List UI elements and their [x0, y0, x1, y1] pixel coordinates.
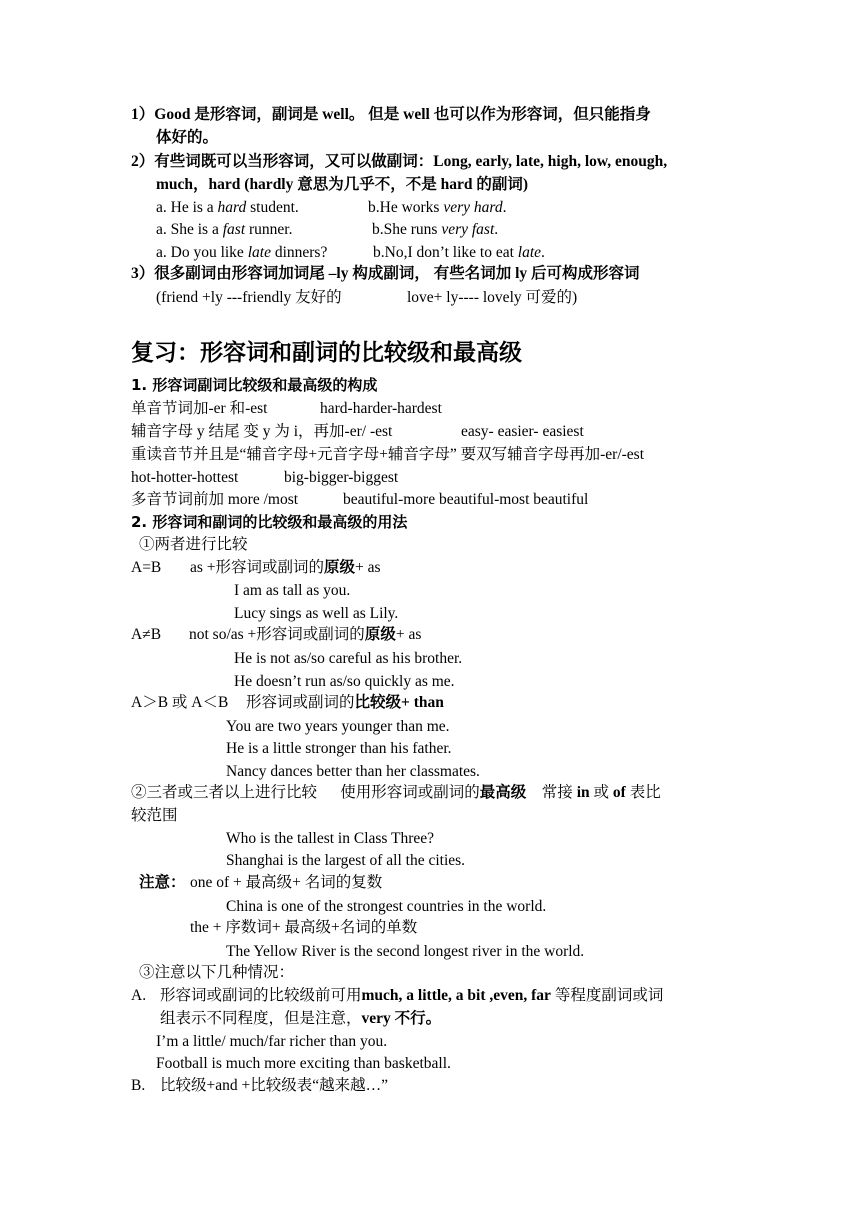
example-text: .	[502, 199, 507, 216]
point-b-label: B.	[131, 1077, 146, 1094]
example-text: a. Do you like	[156, 244, 248, 261]
example-text: student.	[246, 199, 299, 216]
example-word: very hard	[443, 199, 503, 216]
section-heading: 复习：形容词和副词的比较级和最高级	[131, 340, 522, 366]
item-3-example-1: (friend +ly ---friendly 友好的	[156, 289, 342, 306]
example-text: dinners?	[270, 244, 328, 261]
case-1-heading: ①两者进行比较	[139, 536, 248, 553]
comparative-example-3: Nancy dances better than her classmates.	[226, 763, 480, 780]
example-word: late	[247, 244, 271, 261]
case-2-cont: 较范围	[131, 807, 178, 824]
point-keyword: very 不行。	[361, 1010, 442, 1027]
point-a-label: A.	[131, 987, 147, 1004]
not-equal-rule	[189, 625, 421, 645]
equal-example-1: I am as tall as you.	[234, 582, 351, 599]
point-keyword: much, a little, a bit ,even, far	[361, 987, 551, 1004]
subsection-1-title: 1. 形容词副词比较级和最高级的构成	[131, 376, 378, 394]
equal-rule	[190, 558, 381, 578]
case-text: 表比	[629, 784, 661, 801]
case-keyword: of	[612, 784, 626, 801]
case-text: 常接	[541, 784, 573, 801]
greater-less-label: A＞B 或 A＜B	[131, 694, 229, 711]
point-a	[160, 986, 663, 1006]
item-text: 有些词既可以当形容词，又可以做副词：Long, early, late, high, low, enough,	[154, 153, 668, 170]
note-example-1: China is one of the strongest countries in the world.	[226, 898, 547, 915]
note-example-2: The Yellow River is the second longest river in the world.	[226, 943, 585, 960]
rule-3-example-2: big-bigger-biggest	[284, 469, 399, 486]
example-text: b.No,I don’t like to eat	[373, 244, 518, 261]
rule-4-example: beautiful-more beautiful-most beautiful	[343, 491, 589, 508]
example-text: a. She is a	[156, 221, 223, 238]
rule-3-example-1: hot-hotter-hottest	[131, 469, 239, 486]
item-1	[131, 105, 651, 125]
example-text: b.She runs	[372, 221, 442, 238]
point-a-example-2: Football is much more exciting than basketball.	[156, 1055, 451, 1072]
case-2-heading	[131, 783, 661, 803]
rule-2-example: easy- easier- easiest	[461, 423, 584, 440]
item-text: Good 是形容词，副词是 well。 但是 well 也可以作为形容词，但只能指身	[154, 106, 651, 123]
note-rule-2: the + 序数词+ 最高级+名词的单数	[190, 919, 418, 936]
rule-keyword: 原级	[324, 559, 356, 576]
case-keyword: 最高级	[479, 784, 527, 801]
rule-keyword: 比较级+ than	[354, 694, 444, 711]
rule-1-example: hard-harder-hardest	[320, 400, 442, 417]
rule-3: 重读音节并且是“辅音字母+元音字母+辅音字母” 要双写辅音字母再加-er/-est	[131, 446, 645, 463]
note-rule-1: one of + 最高级+ 名词的复数	[190, 874, 383, 891]
example-text: a. He is a	[156, 199, 218, 216]
rule-4: 多音节词前加 more /most	[131, 491, 299, 508]
comparative-example-2: He is a little stronger than his father.	[226, 740, 452, 757]
not-equal-label: A≠B	[131, 626, 162, 643]
example-1b	[368, 198, 506, 218]
item-number: 3）	[131, 265, 155, 282]
example-word: very fast	[441, 221, 495, 238]
point-b: 比较级+and +比较级表“越来越…”	[160, 1077, 388, 1094]
not-equal-example-1: He is not as/so careful as his brother.	[234, 650, 463, 667]
example-text: b.He works	[368, 199, 444, 216]
superlative-example-2: Shanghai is the largest of all the cities.	[226, 852, 466, 869]
example-3b	[373, 243, 545, 263]
point-text: 等程度副词或词	[554, 987, 664, 1004]
subsection-2-title: 2. 形容词和副词的比较级和最高级的用法	[131, 513, 408, 531]
item-text: 很多副词由形容词加词尾 –ly 构成副词， 有些名词加 ly 后可构成形容词	[154, 265, 640, 282]
not-equal-example-2: He doesn’t run as/so quickly as me.	[234, 673, 455, 690]
item-2	[131, 152, 667, 172]
example-word: hard	[217, 199, 247, 216]
example-2b	[372, 220, 498, 240]
rule-text: as +形容词或副词的	[190, 559, 325, 576]
example-text: runner.	[245, 221, 293, 238]
case-keyword: in	[576, 784, 590, 801]
greater-less-rule	[246, 693, 444, 713]
item-number: 2）	[131, 153, 155, 170]
point-text: 组表示不同程度，但是注意，	[160, 1010, 362, 1027]
superlative-example-1: Who is the tallest in Class Three?	[226, 830, 435, 847]
point-a-example-1: I’m a little/ much/far richer than you.	[156, 1033, 388, 1050]
example-text: .	[541, 244, 545, 261]
rule-text: not so/as +形容词或副词的	[189, 626, 365, 643]
equal-label: A=B	[131, 559, 162, 576]
case-3-heading: ③注意以下几种情况：	[139, 964, 295, 981]
rule-1: 单音节词加-er 和-est	[131, 400, 268, 417]
rule-keyword: 原级	[364, 626, 396, 643]
point-a-cont	[160, 1009, 441, 1029]
note-label: 注意：	[139, 874, 186, 891]
example-1a	[156, 198, 299, 218]
example-2a	[156, 220, 293, 240]
point-text: 形容词或副词的比较级前可用	[160, 987, 362, 1004]
case-text: ②三者或三者以上进行比较	[131, 784, 318, 801]
example-3a	[156, 243, 327, 263]
item-2-cont: much，hard (hardly 意思为几乎不，不是 hard 的副词)	[156, 176, 529, 193]
item-1-cont: 体好的。	[156, 129, 219, 146]
equal-example-2: Lucy sings as well as Lily.	[234, 605, 399, 622]
rule-text: 形容词或副词的	[246, 694, 355, 711]
case-text: 或	[593, 784, 610, 801]
item-number: 1）	[131, 106, 155, 123]
item-3	[131, 264, 640, 284]
item-3-example-2: love+ ly---- lovely 可爱的)	[407, 289, 578, 306]
comparative-example-1: You are two years younger than me.	[226, 718, 450, 735]
rule-2: 辅音字母 y 结尾 变 y 为 i，再加-er/ -est	[131, 423, 393, 440]
example-word: late	[517, 244, 542, 261]
example-word: fast	[222, 221, 246, 238]
case-text: 使用形容词或副词的	[340, 784, 480, 801]
rule-text: + as	[355, 559, 381, 576]
example-text: .	[494, 221, 499, 238]
rule-text: + as	[395, 626, 422, 643]
